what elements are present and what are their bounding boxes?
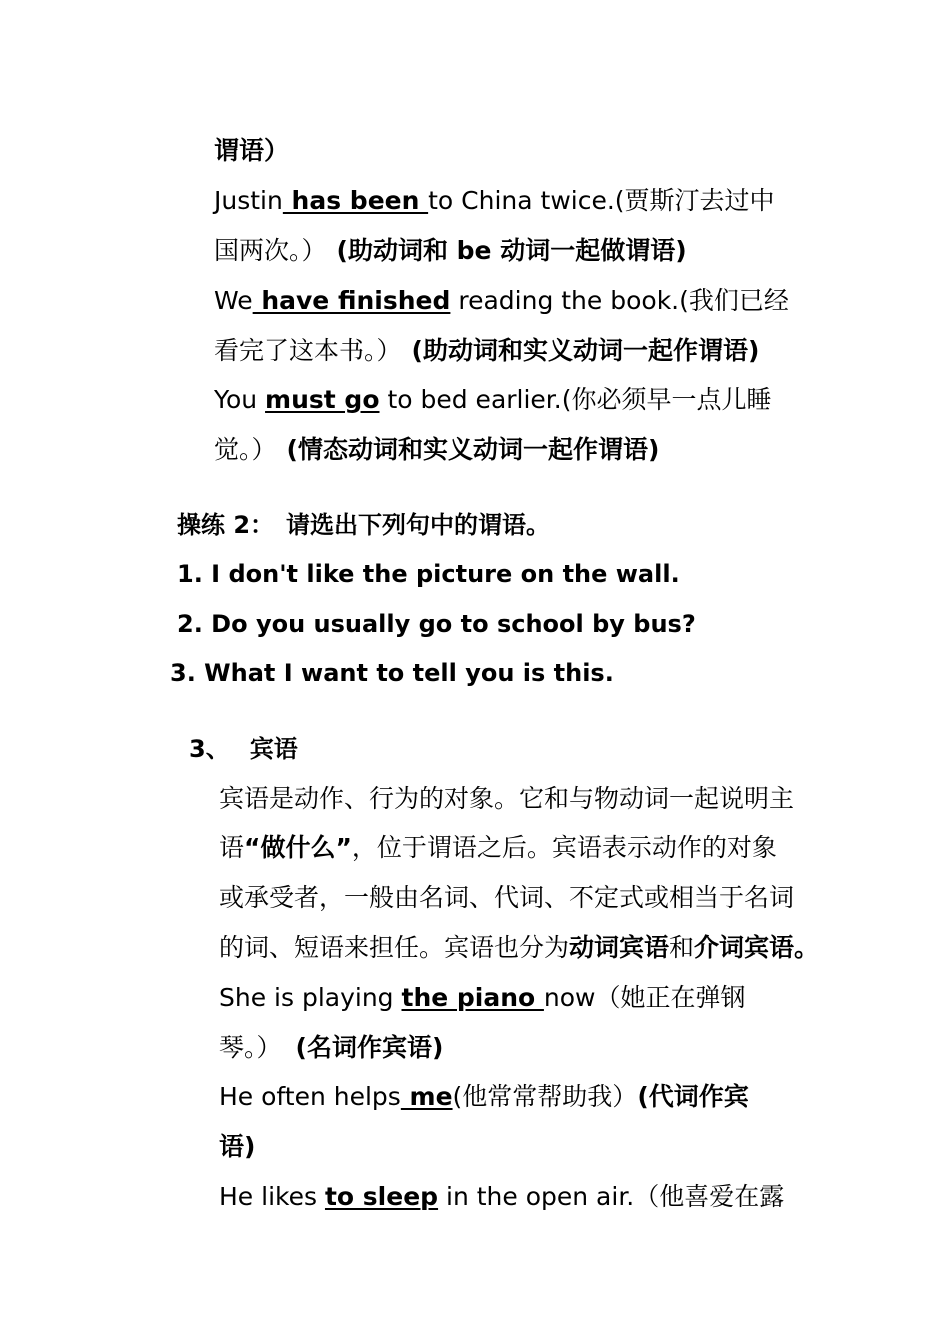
example-sentence [219,981,746,1015]
paragraph-line [219,831,777,865]
text-span: to bed earlier.(你必须早一点儿睡 [379,385,772,414]
text-span: 看完了这本书。） [214,336,402,365]
text-span: You [214,385,266,414]
text-span: in the open air.（他喜爱在露 [438,1182,785,1211]
text-line [219,1031,443,1065]
exercise-title: 操练 2： 请选出下列句中的谓语。 [177,511,551,539]
exercise-item: 2. Do you usually go to school by bus? [177,610,696,638]
example-sentence [214,284,789,318]
example-sentence [219,1180,784,1214]
text-span: 谓语） [214,136,290,165]
example-sentence [214,184,775,218]
bold-phrase: 介词宾语。 [694,933,820,962]
note-label: (情态动词和实义动词一起作谓语) [286,435,660,464]
underlined-object: the piano [401,983,544,1012]
text-span: He likes [219,1182,325,1211]
exercise-item: 3. What I want to tell you is this. [170,659,614,687]
underlined-predicate: have finished [252,286,451,315]
text-line [214,433,659,467]
text-line: 语) [219,1132,256,1161]
heading-text: 宾语 [249,735,298,763]
text-line [214,134,289,168]
text-span: 语 [219,833,245,862]
text-span: now（她正在弹钢 [543,983,746,1012]
underlined-object: to sleep [324,1182,439,1211]
text-span: (他常常帮助我） [452,1082,638,1111]
underlined-predicate: has been [282,186,429,215]
note-label: (助动词和实义动词一起作谓语) [411,336,760,365]
note-label: (助动词和 be 动词一起做谓语) [336,236,687,265]
paragraph-line [219,931,819,965]
paragraph-line: 宾语是动作、行为的对象。它和与物动词一起说明主 [219,784,795,813]
text-span: He often helps [219,1082,401,1111]
underlined-object: me [400,1082,453,1111]
underlined-predicate: must go [265,385,380,414]
section-heading [189,732,298,766]
exercise-item: 1. I don't like the picture on the wall. [177,560,680,588]
note-label: (名词作宾语) [295,1033,444,1062]
text-span: She is playing [219,983,402,1012]
text-span: to China twice.(贾斯汀去过中 [428,186,775,215]
text-span: ，位于谓语之后。宾语表示动作的对象 [351,833,777,862]
example-sentence [219,1080,749,1114]
text-span: 觉。） [214,435,277,464]
bold-phrase: “做什么” [244,833,352,862]
example-sentence [214,383,772,417]
heading-number: 3、 [189,735,230,763]
text-span: 琴。） [219,1033,282,1062]
text-span: reading the book.(我们已经 [450,286,789,315]
text-span: 国两次。） [214,236,327,265]
bold-phrase: 动词宾语 [569,933,670,962]
text-span: We [214,286,253,315]
note-label: (代词作宾 [637,1082,749,1111]
text-span: 的词、短语来担任。宾语也分为 [219,933,570,962]
paragraph-line: 或承受者，一般由名词、代词、不定式或相当于名词 [219,883,795,912]
text-line [214,234,687,268]
text-line [214,334,759,368]
text-span: Justin [214,186,283,215]
text-span: 和 [669,933,695,962]
